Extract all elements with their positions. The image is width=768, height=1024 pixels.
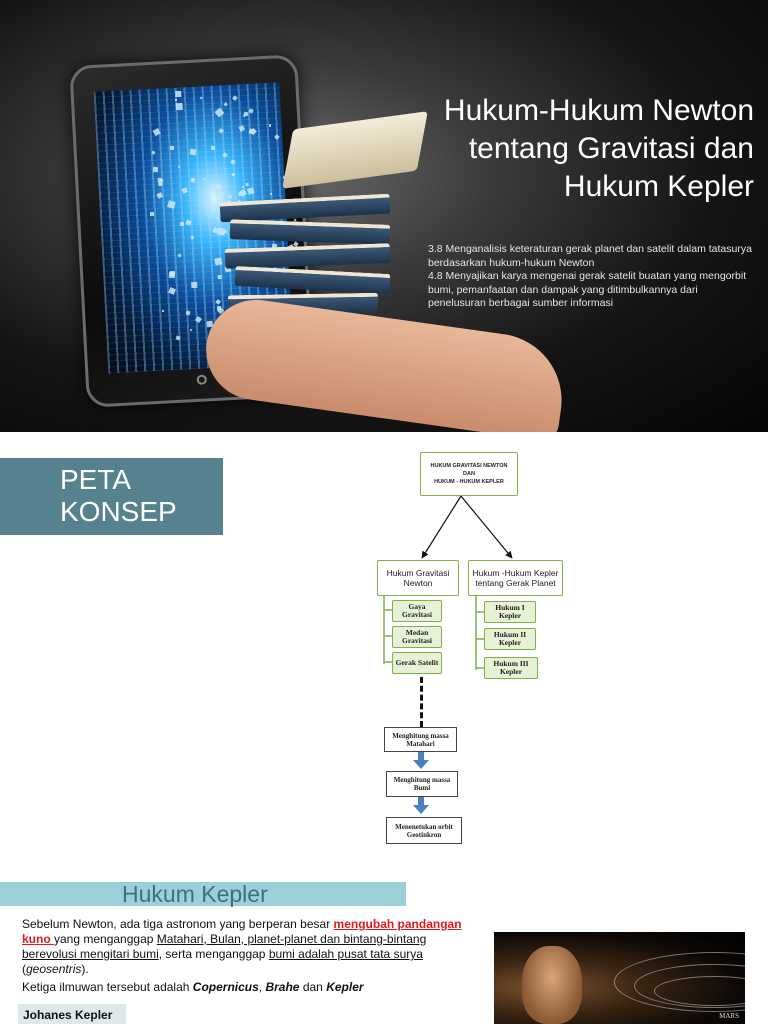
title-line: tentang Gravitasi dan	[468, 132, 754, 165]
concept-gaya-gravitasi	[392, 600, 442, 622]
concept-hukum-2-kepler	[484, 628, 536, 650]
johanes-kepler-label: Johanes Kepler	[18, 1004, 126, 1024]
particle	[158, 182, 162, 186]
concept-hukum-3-kepler	[484, 657, 538, 679]
kepler-banner: Hukum Kepler	[0, 882, 406, 906]
title-line: Hukum-Hukum Newton	[443, 94, 754, 127]
astronomer-name: Kepler	[326, 980, 364, 994]
item-label: Hukum I Kepler	[495, 602, 525, 620]
step-orbit-geotinkron	[386, 817, 462, 844]
concept-map-connectors	[0, 438, 768, 858]
learning-objectives	[428, 243, 758, 311]
kepler-paragraph	[22, 917, 462, 977]
dashed-connector	[420, 677, 423, 727]
portrait-face	[522, 946, 582, 1024]
astronomer-name: Brahe	[265, 980, 300, 994]
title-slide	[0, 0, 768, 432]
particle	[150, 212, 154, 216]
italic-text: geosentris	[26, 962, 82, 976]
root-line: HUKUM - HUKUM KEPLER	[434, 479, 504, 485]
heading-line: PETA	[60, 464, 132, 495]
text-run: yang menganggap	[54, 932, 157, 946]
astronomers-line	[22, 980, 364, 994]
down-arrow-icon	[413, 797, 429, 814]
connector-line	[461, 496, 512, 558]
step-label: Menenetukan orbit Geotinkron	[395, 822, 453, 839]
step-label: Menghitung massa Matahari	[392, 731, 449, 748]
kepler-slide	[0, 870, 768, 1024]
text-run: ,	[258, 980, 266, 994]
objective-item: 3.8 Menganalisis keteraturan gerak planet dan satelit dalam tatasurya berdasarkan hukum-hukum Newton	[428, 243, 752, 269]
concept-root	[420, 452, 518, 496]
particle	[158, 178, 162, 182]
particle	[175, 99, 177, 101]
text-run: dan	[299, 980, 327, 994]
kepler-portrait-image	[494, 932, 745, 1024]
step-massa-bumi	[386, 771, 458, 797]
item-label: Hukum III Kepler	[493, 658, 529, 676]
book	[225, 243, 391, 269]
underlined-text: bumi adalah pusat tata surya	[268, 947, 423, 961]
book	[230, 219, 391, 245]
heading-line: KONSEP	[60, 496, 177, 527]
particle	[175, 91, 181, 97]
concept-gerak-satelit	[392, 652, 442, 674]
branch-label: Hukum Gravitasi Newton	[386, 568, 450, 588]
particle	[180, 222, 184, 226]
slide-title	[414, 92, 754, 206]
step-label: Menghitung massa Bumi	[393, 776, 451, 792]
underlined-text: Matahari, Bulan, planet-planet dan bintang-bintang berevolusi mengitari bumi	[22, 932, 427, 961]
title-line: Hukum Kepler	[563, 170, 754, 203]
item-label: Hukum II Kepler	[493, 629, 527, 647]
particle	[153, 167, 158, 172]
step-massa-matahari	[384, 727, 457, 752]
concept-medan-gravitasi	[392, 626, 442, 648]
text-run: , serta menganggap	[158, 947, 269, 961]
concept-kepler-branch	[468, 560, 563, 596]
text-run: Sebelum Newton, ada tiga astronom yang berperan besar	[22, 917, 334, 931]
text-run: (	[22, 962, 26, 976]
particle	[189, 149, 196, 156]
text-run: ).	[81, 962, 89, 976]
particle	[170, 271, 175, 276]
text-run: Ketiga ilmuwan tersebut adalah	[22, 980, 193, 994]
branch-label: Hukum -Hukum Kepler tentang Gerak Planet	[472, 568, 559, 588]
highlight-text: mengubah pandangan kuno	[22, 917, 462, 946]
item-label: Gaya Gravitasi	[402, 601, 432, 619]
root-line: DAN	[463, 471, 475, 477]
tablet-home-button	[197, 374, 208, 385]
item-label: Gerak Satelit	[395, 657, 439, 667]
book	[235, 266, 391, 294]
root-line: HUKUM GRAVITASI NEWTON	[430, 463, 508, 469]
concept-newton-branch	[377, 560, 459, 596]
objective-item: 4.8 Menyajikan karya mengenai gerak satelit buatan yang mengorbit bumi, pemanfaatan dan dampak yang ditimbulkannya dari penelusuran berbagai sumber informasi	[428, 270, 747, 309]
particle	[190, 281, 197, 288]
mars-label: MARS	[719, 1012, 739, 1020]
concept-hukum-1-kepler	[484, 601, 536, 623]
down-arrow-icon	[413, 752, 429, 769]
connector-line	[422, 496, 461, 558]
item-label: Medan Gravitasi	[402, 627, 432, 645]
astronomer-name: Copernicus	[192, 980, 259, 994]
particle	[199, 97, 202, 100]
particle	[176, 102, 183, 109]
concept-map-slide	[0, 438, 768, 858]
book	[220, 194, 391, 223]
